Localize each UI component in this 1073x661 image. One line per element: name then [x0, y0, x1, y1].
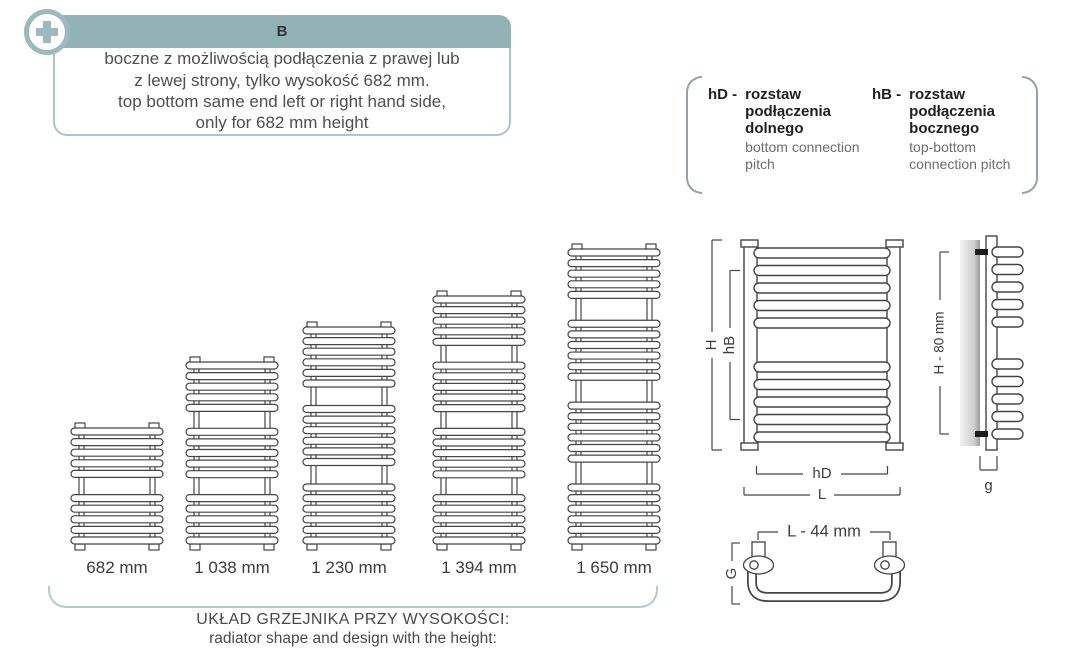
variant-label: B	[276, 23, 288, 40]
svg-text:g: g	[984, 476, 993, 494]
definition-term-line: bocznego	[909, 120, 980, 138]
caption-en: radiator shape and design with the height:	[209, 630, 497, 647]
caption-pl: UKŁAD GRZEJNIKA PRZY WYSOKOŚCI:	[196, 611, 510, 628]
front-view-diagram	[698, 236, 916, 504]
definition-term-line: podłączenia	[909, 103, 996, 121]
svg-text:L: L	[817, 485, 827, 503]
radiator-svg	[65, 422, 169, 551]
svg-text:hB: hB	[720, 335, 738, 355]
definition-hd	[708, 86, 860, 172]
note-body	[53, 48, 511, 136]
svg-text:hD: hD	[812, 464, 832, 482]
radiator-height-label: 1 650 mm	[576, 558, 652, 577]
note-box	[53, 15, 511, 138]
svg-text:G: G	[722, 567, 740, 580]
radiator-height-label: 682 mm	[86, 558, 148, 577]
radiator-figure	[65, 422, 169, 578]
group-bracket	[48, 586, 658, 608]
front-view-svg	[698, 236, 916, 504]
side-view-svg	[928, 234, 1043, 504]
plus-icon	[24, 9, 70, 55]
side-view-diagram	[928, 234, 1043, 504]
radiator-svg	[180, 356, 284, 551]
radiator-figure	[180, 356, 284, 578]
note-line: top bottom same end left or right hand side,	[118, 92, 446, 111]
definition-desc-line: bottom connection	[745, 139, 860, 156]
radiator-figure	[562, 243, 666, 578]
definition-desc-line: connection pitch	[909, 155, 1011, 172]
note-line: z lewej strony, tylko wysokość 682 mm.	[134, 70, 430, 90]
plus-icon-bar	[43, 21, 51, 43]
radiator-svg	[427, 290, 531, 551]
svg-text:H - 80 mm: H - 80 mm	[931, 311, 947, 375]
definition-term-line: rozstaw	[745, 86, 802, 103]
radiator-svg	[297, 321, 401, 551]
definition-desc-line: pitch	[745, 155, 775, 172]
svg-text:L - 44 mm: L - 44 mm	[787, 522, 861, 541]
note-line: boczne z możliwością podłączenia z prawej lub	[104, 49, 460, 69]
radiator-height-label: 1 230 mm	[311, 558, 387, 577]
definition-term-line: dolnego	[745, 120, 804, 138]
definition-term-line: rozstaw	[909, 86, 966, 103]
caption	[103, 611, 603, 648]
handle-view-svg	[702, 512, 917, 617]
definition-symbol: hB -	[872, 86, 902, 103]
radiator-figure	[427, 290, 531, 578]
definition-hb	[872, 86, 1010, 172]
definition-term-line: podłączenia	[745, 103, 832, 121]
radiator-height-label: 1 038 mm	[194, 558, 270, 577]
svg-text:H: H	[702, 339, 720, 351]
definitions-box	[686, 76, 1038, 194]
bracket-left	[686, 76, 702, 194]
radiator-svg	[562, 243, 666, 551]
bracket-right	[1022, 76, 1038, 194]
note-header	[53, 15, 511, 48]
definition-symbol: hD -	[708, 86, 738, 103]
radiator-figure	[297, 321, 401, 578]
radiator-height-label: 1 394 mm	[441, 558, 517, 577]
radiator-size-row	[48, 238, 668, 578]
handle-top-view-diagram	[702, 512, 917, 617]
note-line: only for 682 mm height	[195, 113, 369, 133]
definition-desc-line: top-bottom	[909, 139, 977, 156]
